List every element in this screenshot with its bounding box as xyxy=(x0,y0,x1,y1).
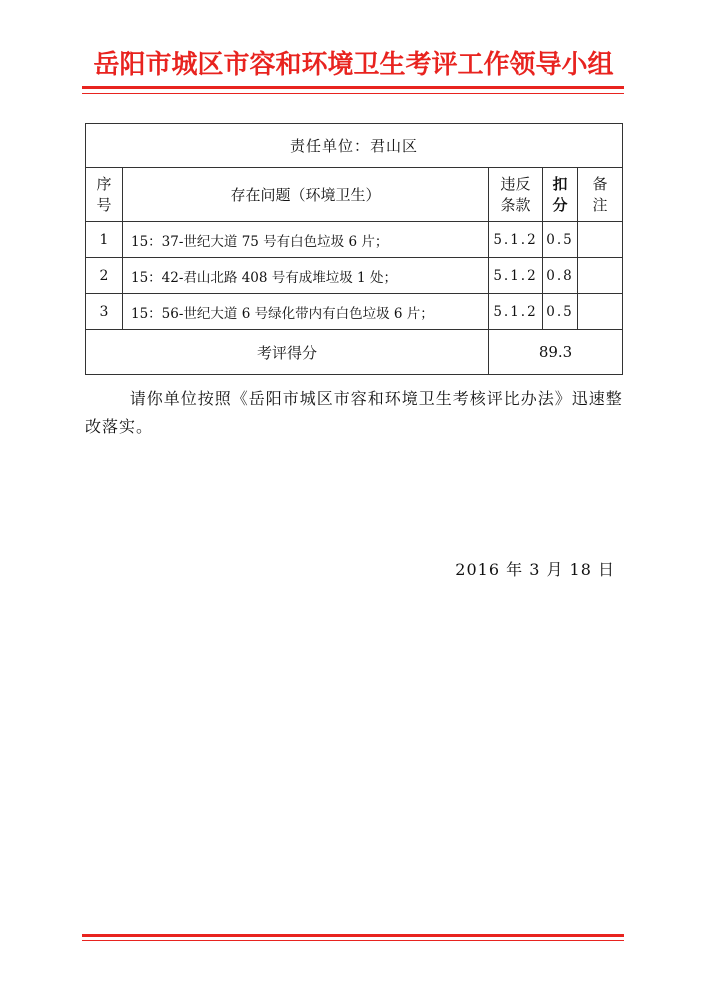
unit-row xyxy=(86,124,623,168)
col-header-rule: 违反 条款 xyxy=(489,168,543,222)
deduction-table xyxy=(85,123,623,375)
score-row xyxy=(86,330,623,375)
col-header-issue: 存在问题（环境卫生） xyxy=(123,168,489,222)
row-deduction: 0.8 xyxy=(543,258,578,294)
issue-date: 2016 年 3 月 18 日 xyxy=(455,560,615,579)
col-header-deduction: 扣 分 xyxy=(543,168,578,222)
row-no: 2 xyxy=(86,258,123,294)
row-remark xyxy=(578,294,623,330)
row-rule: 5.1.2 xyxy=(489,258,543,294)
footer-rule-thick xyxy=(82,934,624,937)
score-label: 考评得分 xyxy=(86,330,489,375)
col-header-remark: 备 注 xyxy=(578,168,623,222)
responsible-unit: 责任单位：君山区 xyxy=(86,124,623,168)
score-value: 89.3 xyxy=(489,330,623,375)
table-row xyxy=(86,258,623,294)
row-no: 3 xyxy=(86,294,123,330)
row-issue: 15：56-世纪大道 6 号绿化带内有白色垃圾 6 片； xyxy=(123,294,489,330)
row-rule: 5.1.2 xyxy=(489,222,543,258)
table-row xyxy=(86,222,623,258)
row-issue: 15：42-君山北路 408 号有成堆垃圾 1 处； xyxy=(123,258,489,294)
col-header-no: 序 号 xyxy=(86,168,123,222)
header-rule-thick xyxy=(82,86,624,89)
table-row xyxy=(86,294,623,330)
row-rule: 5.1.2 xyxy=(489,294,543,330)
header-row xyxy=(86,168,623,222)
row-issue: 15：37-世纪大道 75 号有白色垃圾 6 片； xyxy=(123,222,489,258)
instruction-paragraph: 请你单位按照《岳阳市城区市容和环境卫生考核评比办法》迅速整改落实。 xyxy=(85,389,623,436)
row-deduction: 0.5 xyxy=(543,222,578,258)
row-no: 1 xyxy=(86,222,123,258)
header-rule-thin xyxy=(82,93,624,94)
document-title: 岳阳市城区市容和环境卫生考评工作领导小组 xyxy=(93,50,614,80)
row-deduction: 0.5 xyxy=(543,294,578,330)
row-remark xyxy=(578,222,623,258)
row-remark xyxy=(578,258,623,294)
footer-rule-thin xyxy=(82,940,624,941)
